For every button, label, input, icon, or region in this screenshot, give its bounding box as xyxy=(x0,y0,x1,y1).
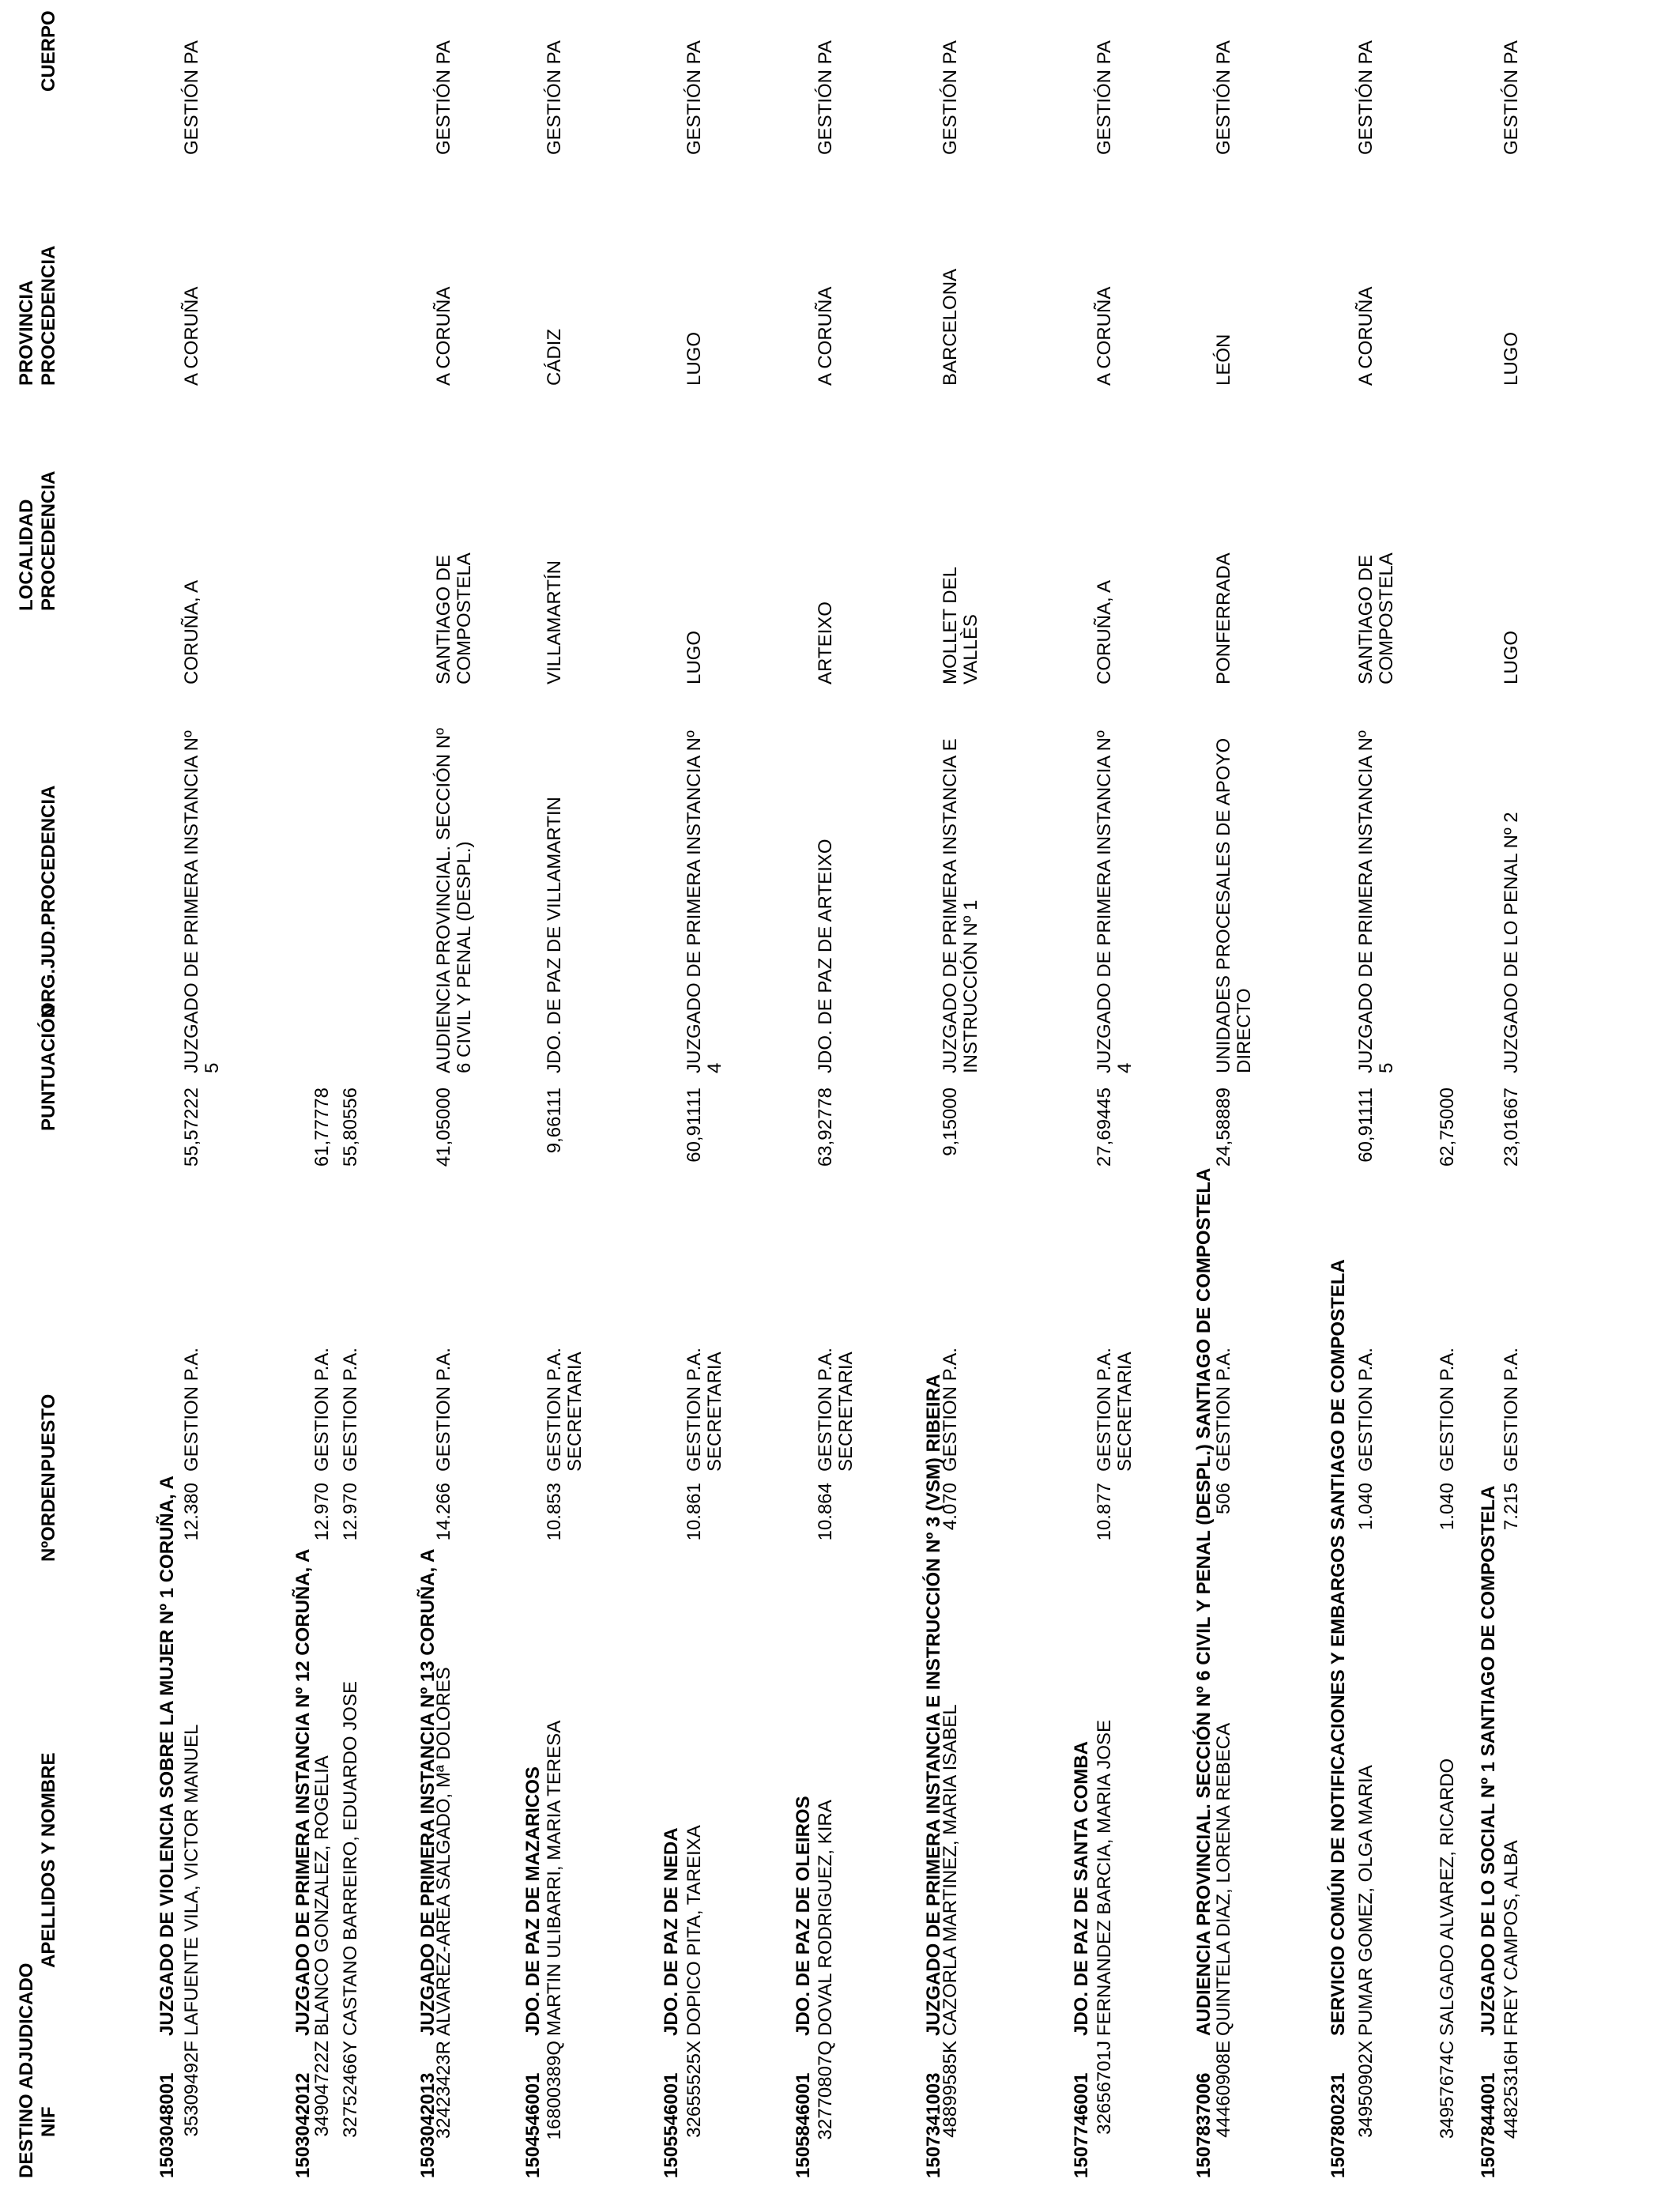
nombre-cell: DOVAL RODRIGUEZ, KIRA xyxy=(815,1800,836,2036)
provincia-cell: A CORUÑA xyxy=(1355,286,1377,386)
puntuacion-cell: 60,91111 xyxy=(1355,1088,1377,1163)
destino-code: 1507800231 xyxy=(1328,2072,1349,2178)
provincia-cell: A CORUÑA xyxy=(181,286,202,386)
destino-code: 1507837006 xyxy=(1193,2072,1215,2178)
orden-cell: 10.864 xyxy=(815,1483,836,1541)
header-org-jud: ORG.JUD.PROCEDENCIA xyxy=(38,785,59,1017)
orden-cell: 4.070 xyxy=(940,1483,961,1531)
org-procedencia-cell: JUZGADO DE LO PENAL Nº 2 xyxy=(1501,812,1522,1073)
nombre-cell: PUMAR GOMEZ, OLGA MARIA xyxy=(1355,1765,1377,2036)
nombre-cell: MARTIN ULIBARRI, MARIA TERESA xyxy=(544,1720,565,2036)
org-procedencia-cell: JDO. DE PAZ DE VILLAMARTIN xyxy=(544,797,565,1073)
localidad-cell: VILLAMARTÍN xyxy=(544,560,565,684)
cuerpo-cell: GESTIÓN PA xyxy=(544,40,565,155)
puntuacion-cell: 41,05000 xyxy=(433,1088,454,1167)
orden-cell: 7.215 xyxy=(1501,1483,1522,1531)
puesto-cell: GESTION P.A. xyxy=(1501,1348,1522,1472)
destino-code: 1507844001 xyxy=(1478,2072,1499,2178)
provincia-cell: A CORUÑA xyxy=(1094,286,1115,386)
cuerpo-cell: GESTIÓN PA xyxy=(940,40,961,155)
cuerpo-cell: GESTIÓN PA xyxy=(684,40,705,155)
cuerpo-cell: GESTIÓN PA xyxy=(181,40,202,155)
provincia-cell: LUGO xyxy=(1501,331,1522,386)
destino-title: JUZGADO DE PRIMERA INSTANCIA Nº 13 CORUÑA, A xyxy=(417,1548,439,2036)
destino-title: JDO. DE PAZ DE SANTA COMBA xyxy=(1071,1741,1092,2036)
org-procedencia-cell: JUZGADO DE PRIMERA INSTANCIA Nº 5 xyxy=(1355,730,1397,1073)
orden-cell: 12.970 xyxy=(340,1483,361,1541)
header-puesto: PUESTO xyxy=(38,1393,59,1472)
puntuacion-cell: 23,01667 xyxy=(1501,1088,1522,1167)
nif-cell: 32752466Y xyxy=(340,2041,361,2138)
provincia-cell: A CORUÑA xyxy=(433,286,454,386)
nif-cell: 48899585K xyxy=(940,2041,961,2138)
provincia-cell: CÁDIZ xyxy=(544,329,565,386)
header-destino-adjudicado: DESTINO ADJUDICADO xyxy=(16,1962,37,2178)
cuerpo-cell: GESTIÓN PA xyxy=(1501,40,1522,155)
orden-cell: 10.861 xyxy=(684,1483,705,1541)
orden-cell: 1.040 xyxy=(1355,1483,1377,1531)
orden-cell: 10.877 xyxy=(1094,1483,1115,1541)
destino-title: JUZGADO DE PRIMERA INSTANCIA Nº 12 CORUÑA, A xyxy=(292,1548,314,2036)
header-localidad xyxy=(16,471,60,611)
destino-title: AUDIENCIA PROVINCIAL. SECCIÓN Nº 6 CIVIL Y PENAL (DESPL.) SANTIAGO DE COMPOSTELA xyxy=(1193,1167,1215,2036)
puesto-cell: GESTION P.A. SECRETARIA xyxy=(684,1348,725,1472)
destino-title: JUZGADO DE PRIMERA INSTANCIA E INSTRUCCIÓN Nº 3 (VSM) RIBEIRA xyxy=(923,1374,944,2036)
localidad-cell: MOLLET DEL VALLÈS xyxy=(940,567,981,684)
nif-cell: 34904722Z xyxy=(311,2041,333,2137)
nombre-cell: FREY CAMPOS, ALBA xyxy=(1501,1840,1522,2036)
org-procedencia-cell: JUZGADO DE PRIMERA INSTANCIA E INSTRUCCIÓN Nº 1 xyxy=(940,738,981,1073)
org-procedencia-cell: JUZGADO DE PRIMERA INSTANCIA Nº 5 xyxy=(181,730,223,1073)
puesto-cell: GESTION P.A. SECRETARIA xyxy=(815,1348,857,1472)
provincia-cell: BARCELONA xyxy=(940,268,961,386)
localidad-cell: LUGO xyxy=(1501,630,1522,684)
nif-cell: 34950902X xyxy=(1355,2041,1377,2138)
org-procedencia-cell: JUZGADO DE PRIMERA INSTANCIA Nº 4 xyxy=(1094,730,1136,1073)
nombre-cell: ALVAREZ-AREA SALGADO, Mª DOLORES xyxy=(433,1667,454,2036)
puntuacion-cell: 9,15000 xyxy=(940,1088,961,1156)
puesto-cell: GESTION P.A. xyxy=(1213,1348,1234,1472)
org-procedencia-cell: AUDIENCIA PROVINCIAL. SECCIÓN Nº 6 CIVIL Y PENAL (DESPL.) xyxy=(433,728,475,1073)
destino-code: 1505546001 xyxy=(661,2072,682,2178)
puntuacion-cell: 9,66111 xyxy=(544,1088,565,1154)
destino-title: JDO. DE PAZ DE MAZARICOS xyxy=(522,1766,544,2036)
nombre-cell: CASTANO BARREIRO, EDUARDO JOSE xyxy=(340,1681,361,2036)
localidad-cell: PONFERRADA xyxy=(1213,552,1234,684)
destino-code: 1503042013 xyxy=(417,2072,439,2178)
cuerpo-cell: GESTIÓN PA xyxy=(433,40,454,155)
puesto-cell: GESTION P.A. xyxy=(433,1348,454,1472)
localidad-cell: CORUÑA, A xyxy=(1094,579,1115,684)
puesto-cell: GESTION P.A. xyxy=(1437,1348,1458,1472)
nif-cell: 34957674C xyxy=(1437,2041,1458,2139)
puntuacion-cell: 24,58889 xyxy=(1213,1088,1234,1167)
destino-title: JDO. DE PAZ DE OLEIROS xyxy=(793,1796,814,2036)
orden-cell: 1.040 xyxy=(1437,1483,1458,1531)
header-cuerpo: CUERPO xyxy=(38,10,59,92)
nombre-cell: SALGADO ALVAREZ, RICARDO xyxy=(1437,1758,1458,2036)
provincia-cell: A CORUÑA xyxy=(815,286,836,386)
puesto-cell: GESTION P.A. SECRETARIA xyxy=(1094,1348,1136,1472)
nombre-cell: QUINTELA DIAZ, LORENA REBECA xyxy=(1213,1722,1234,2036)
puntuacion-cell: 61,77778 xyxy=(311,1088,333,1167)
destino-code: 1507341003 xyxy=(923,2072,944,2178)
nif-cell: 32770807Q xyxy=(815,2041,836,2140)
cuerpo-cell: GESTIÓN PA xyxy=(1094,40,1115,155)
puntuacion-cell: 62,75000 xyxy=(1437,1088,1458,1167)
nombre-cell: BLANCO GONZALEZ, ROGELIA xyxy=(311,1755,333,2036)
provincia-cell: LEÓN xyxy=(1213,334,1234,386)
puntuacion-cell: 27,69445 xyxy=(1094,1088,1115,1167)
puntuacion-cell: 55,80556 xyxy=(340,1088,361,1167)
destino-title: SERVICIO COMÚN DE NOTIFICACIONES Y EMBARGOS SANTIAGO DE COMPOSTELA xyxy=(1328,1259,1349,2036)
puntuacion-cell: 55,57222 xyxy=(181,1088,202,1167)
nombre-cell: DOPICO PITA, TAREIXA xyxy=(684,1825,705,2036)
puesto-cell: GESTION P.A. xyxy=(181,1348,202,1472)
nombre-cell: CAZORLA MARTINEZ, MARIA ISABEL xyxy=(940,1704,961,2036)
orden-cell: 506 xyxy=(1213,1483,1234,1515)
destino-code: 1503048001 xyxy=(156,2072,178,2178)
header-provincia-line1: PROVINCIA xyxy=(16,280,37,386)
nif-cell: 44825316H xyxy=(1501,2041,1522,2139)
header-apellidos-nombre: APELLIDOS Y NOMBRE xyxy=(38,1752,59,1968)
destino-title: JDO. DE PAZ DE NEDA xyxy=(661,1827,682,2036)
nif-cell: 32656701J xyxy=(1094,2041,1115,2135)
header-localidad-line1: LOCALIDAD xyxy=(16,499,37,611)
puntuacion-cell: 60,91111 xyxy=(684,1088,705,1163)
cuerpo-cell: GESTIÓN PA xyxy=(1213,40,1234,155)
orden-cell: 12.970 xyxy=(311,1483,333,1541)
header-provincia-line2: PROCEDENCIA xyxy=(38,245,59,386)
puesto-cell: GESTION P.A. xyxy=(340,1348,361,1472)
nif-cell: 16800389Q xyxy=(544,2041,565,2140)
org-procedencia-cell: JUZGADO DE PRIMERA INSTANCIA Nº 4 xyxy=(684,730,725,1073)
nif-cell: 32655525X xyxy=(684,2041,705,2138)
header-provincia xyxy=(16,246,60,386)
nif-cell: 32423423R xyxy=(433,2041,454,2139)
header-localidad-line2: PROCEDENCIA xyxy=(38,470,59,611)
header-nif: NIF xyxy=(38,2106,59,2137)
cuerpo-cell: GESTIÓN PA xyxy=(815,40,836,155)
nif-cell: 44460908E xyxy=(1213,2041,1234,2138)
header-puntuacion: PUNTUACIÓN xyxy=(38,1005,59,1131)
localidad-cell: ARTEIXO xyxy=(815,601,836,684)
destino-title: JUZGADO DE VIOLENCIA SOBRE LA MUJER Nº 1 CORUÑA, A xyxy=(156,1476,178,2036)
destino-code: 1505846001 xyxy=(793,2072,814,2178)
orden-cell: 10.853 xyxy=(544,1483,565,1541)
orden-cell: 14.266 xyxy=(433,1483,454,1541)
destino-title: JUZGADO DE LO SOCIAL Nº 1 SANTIAGO DE COMPOSTELA xyxy=(1478,1485,1499,2036)
cuerpo-cell: GESTIÓN PA xyxy=(1355,40,1377,155)
destino-code: 1507746001 xyxy=(1071,2072,1092,2178)
nombre-cell: FERNANDEZ BARCIA, MARIA JOSE xyxy=(1094,1719,1115,2036)
puesto-cell: GESTION P.A. xyxy=(1355,1348,1377,1472)
provincia-cell: LUGO xyxy=(684,331,705,386)
header-norden: NºORDEN xyxy=(38,1472,59,1562)
puesto-cell: GESTION P.A. SECRETARIA xyxy=(544,1348,586,1472)
nombre-cell: LAFUENTE VILA, VICTOR MANUEL xyxy=(181,1724,202,2036)
localidad-cell: SANTIAGO DE COMPOSTELA xyxy=(1355,552,1397,684)
localidad-cell: SANTIAGO DE COMPOSTELA xyxy=(433,552,475,684)
puesto-cell: GESTION P.A. xyxy=(940,1348,961,1472)
org-procedencia-cell: JDO. DE PAZ DE ARTEIXO xyxy=(815,839,836,1073)
nif-cell: 35309492F xyxy=(181,2041,202,2137)
orden-cell: 12.380 xyxy=(181,1483,202,1541)
puesto-cell: GESTION P.A. xyxy=(311,1348,333,1472)
destino-code: 1504546001 xyxy=(522,2072,544,2178)
puntuacion-cell: 63,92778 xyxy=(815,1088,836,1167)
localidad-cell: LUGO xyxy=(684,630,705,684)
org-procedencia-cell: UNIDADES PROCESALES DE APOYO DIRECTO xyxy=(1213,737,1255,1073)
destino-code: 1503042012 xyxy=(292,2072,314,2178)
localidad-cell: CORUÑA, A xyxy=(181,579,202,684)
